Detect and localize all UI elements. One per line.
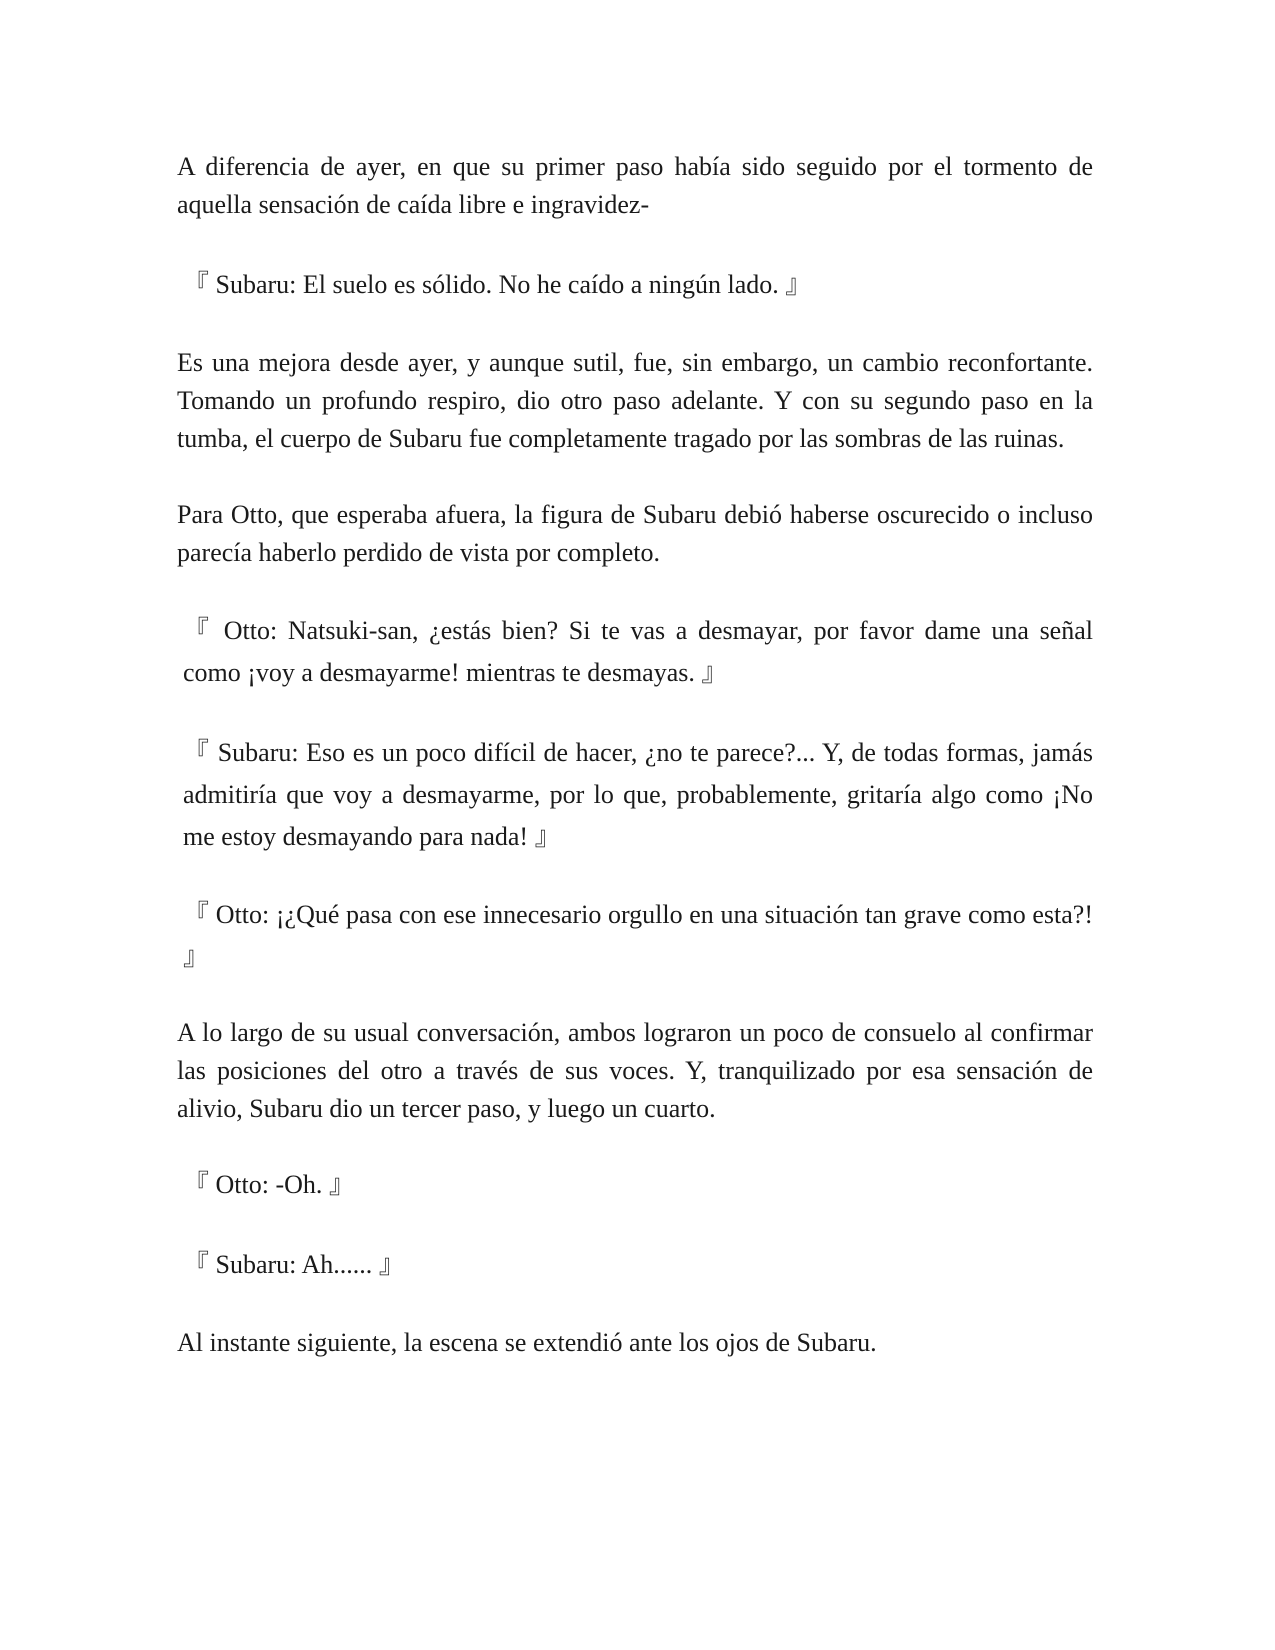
dialogue-line: 『 Subaru: Ah...... 』 (183, 1250, 405, 1279)
dialogue-line: 『 Subaru: Eso es un poco difícil de hacer, ¿no te parece?... Y, de todas formas, jamás admitiría que voy a desmayarme, por lo que, probablemente, gritaría algo como ¡No me estoy desmayando para nada! 』 (183, 738, 1093, 851)
narration-paragraph: A diferencia de ayer, en que su primer paso había sido seguido por el tormento de aquella sensación de caída libre e ingravidez- (177, 152, 1093, 219)
dialogue-line: 『 Subaru: El suelo es sólido. No he caído a ningún lado. 』 (183, 270, 812, 299)
narration-paragraph: Es una mejora desde ayer, y aunque sutil, fue, sin embargo, un cambio reconfortante. Tomando un profundo respiro, dio otro paso adelante. Y con su segundo paso en la tumba, el cuerpo de Subaru fue completamente tragado por las sombras de las ruinas. (177, 348, 1093, 453)
dialogue-line: 『 Otto: ¡¿Qué pasa con ese innecesario orgullo en una situación tan grave como esta?! 』 (183, 900, 1093, 971)
narration-paragraph: Para Otto, que esperaba afuera, la figura de Subaru debió haberse oscurecido o incluso parecía haberlo perdido de vista por completo. (177, 500, 1093, 567)
narration-paragraph: A lo largo de su usual conversación, ambos lograron un poco de consuelo al confirmar las posiciones del otro a través de sus voces. Y, tranquilizado por esa sensación de alivio, Subaru dio un tercer paso, y luego un cuarto. (177, 1018, 1093, 1123)
dialogue-line: 『 Otto: Natsuki-san, ¿estás bien? Si te vas a desmayar, por favor dame una señal como ¡voy a desmayarme! mientras te desmayas. 』 (183, 616, 1093, 687)
dialogue-line: 『 Otto: -Oh. 』 (183, 1170, 355, 1199)
narration-paragraph: Al instante siguiente, la escena se extendió ante los ojos de Subaru. (177, 1328, 877, 1357)
text-body (177, 148, 1093, 1400)
